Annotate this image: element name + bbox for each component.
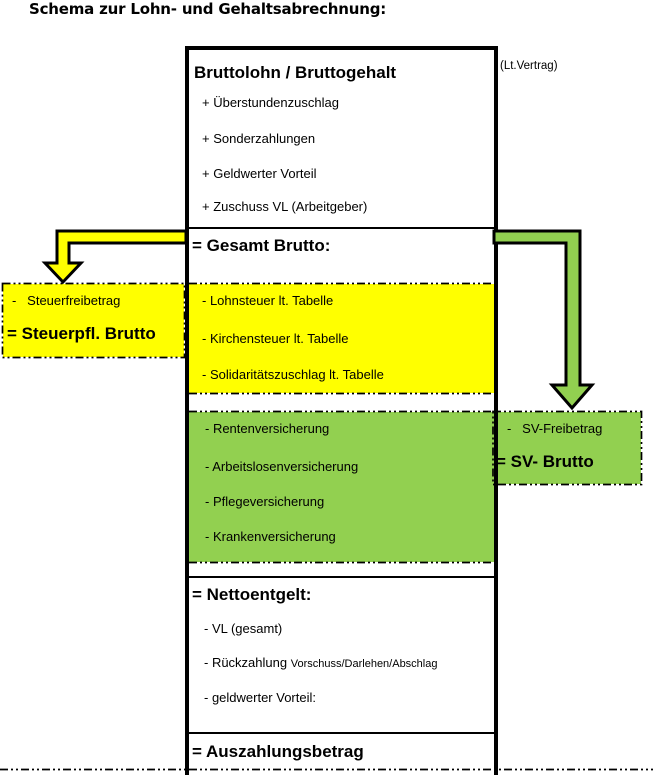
net-deduction-item [204,691,316,705]
net-pay-label: = Nettoentgelt: [192,585,312,604]
taxable-gross-label: = Steuerpfl. Brutto [7,324,156,343]
gross-total-label: = Gesamt Brutto: [192,236,331,255]
sv-allowance-item: - SV-Freibetrag [507,421,603,436]
tax-free-allowance-item: - Steuerfreibetrag [12,293,121,308]
addition-item: + Geldwerter Vorteil [202,166,317,181]
addition-item: + Überstundenzuschlag [202,95,339,110]
tax-deduction-item: - Kirchensteuer lt. Tabelle [202,331,349,346]
net-deduction-item [204,656,437,670]
green-down-arrow-icon [494,231,592,408]
tax-deduction-item: - Solidaritätszuschlag lt. Tabelle [202,367,384,382]
separator-line-gross [189,227,494,229]
social-insurance-item: - Pflegeversicherung [205,494,325,509]
separator-line-net [189,576,494,578]
net-deduction-text: - geldwerter Vorteil: [204,690,316,705]
page-title: Schema zur Lohn- und Gehaltsabrechnung: [29,0,387,18]
yellow-down-arrow-icon [45,231,186,282]
social-insurance-item: - Arbeitslosenversicherung [205,459,359,474]
net-deduction-text: - Rückzahlung [204,655,288,670]
net-deduction-item [204,622,282,636]
addition-item: + Sonderzahlungen [202,131,316,146]
net-deduction-text: - VL (gesamt) [204,621,283,636]
sv-gross-label: = SV- Brutto [496,452,594,471]
net-deduction-note: Vorschuss/Darlehen/Abschlag [290,658,438,670]
social-insurance-item: - Rentenversicherung [205,421,330,436]
gross-wage-header: Bruttolohn / Bruttogehalt [194,63,397,82]
separator-line-payout [189,732,494,734]
contract-note: (Lt.Vertrag) [500,60,558,72]
addition-item: + Zuschuss VL (Arbeitgeber) [202,199,368,214]
tax-deduction-item: - Lohnsteuer lt. Tabelle [202,293,334,308]
payout-label: = Auszahlungsbetrag [192,742,364,761]
social-insurance-item: - Krankenversicherung [205,529,336,544]
